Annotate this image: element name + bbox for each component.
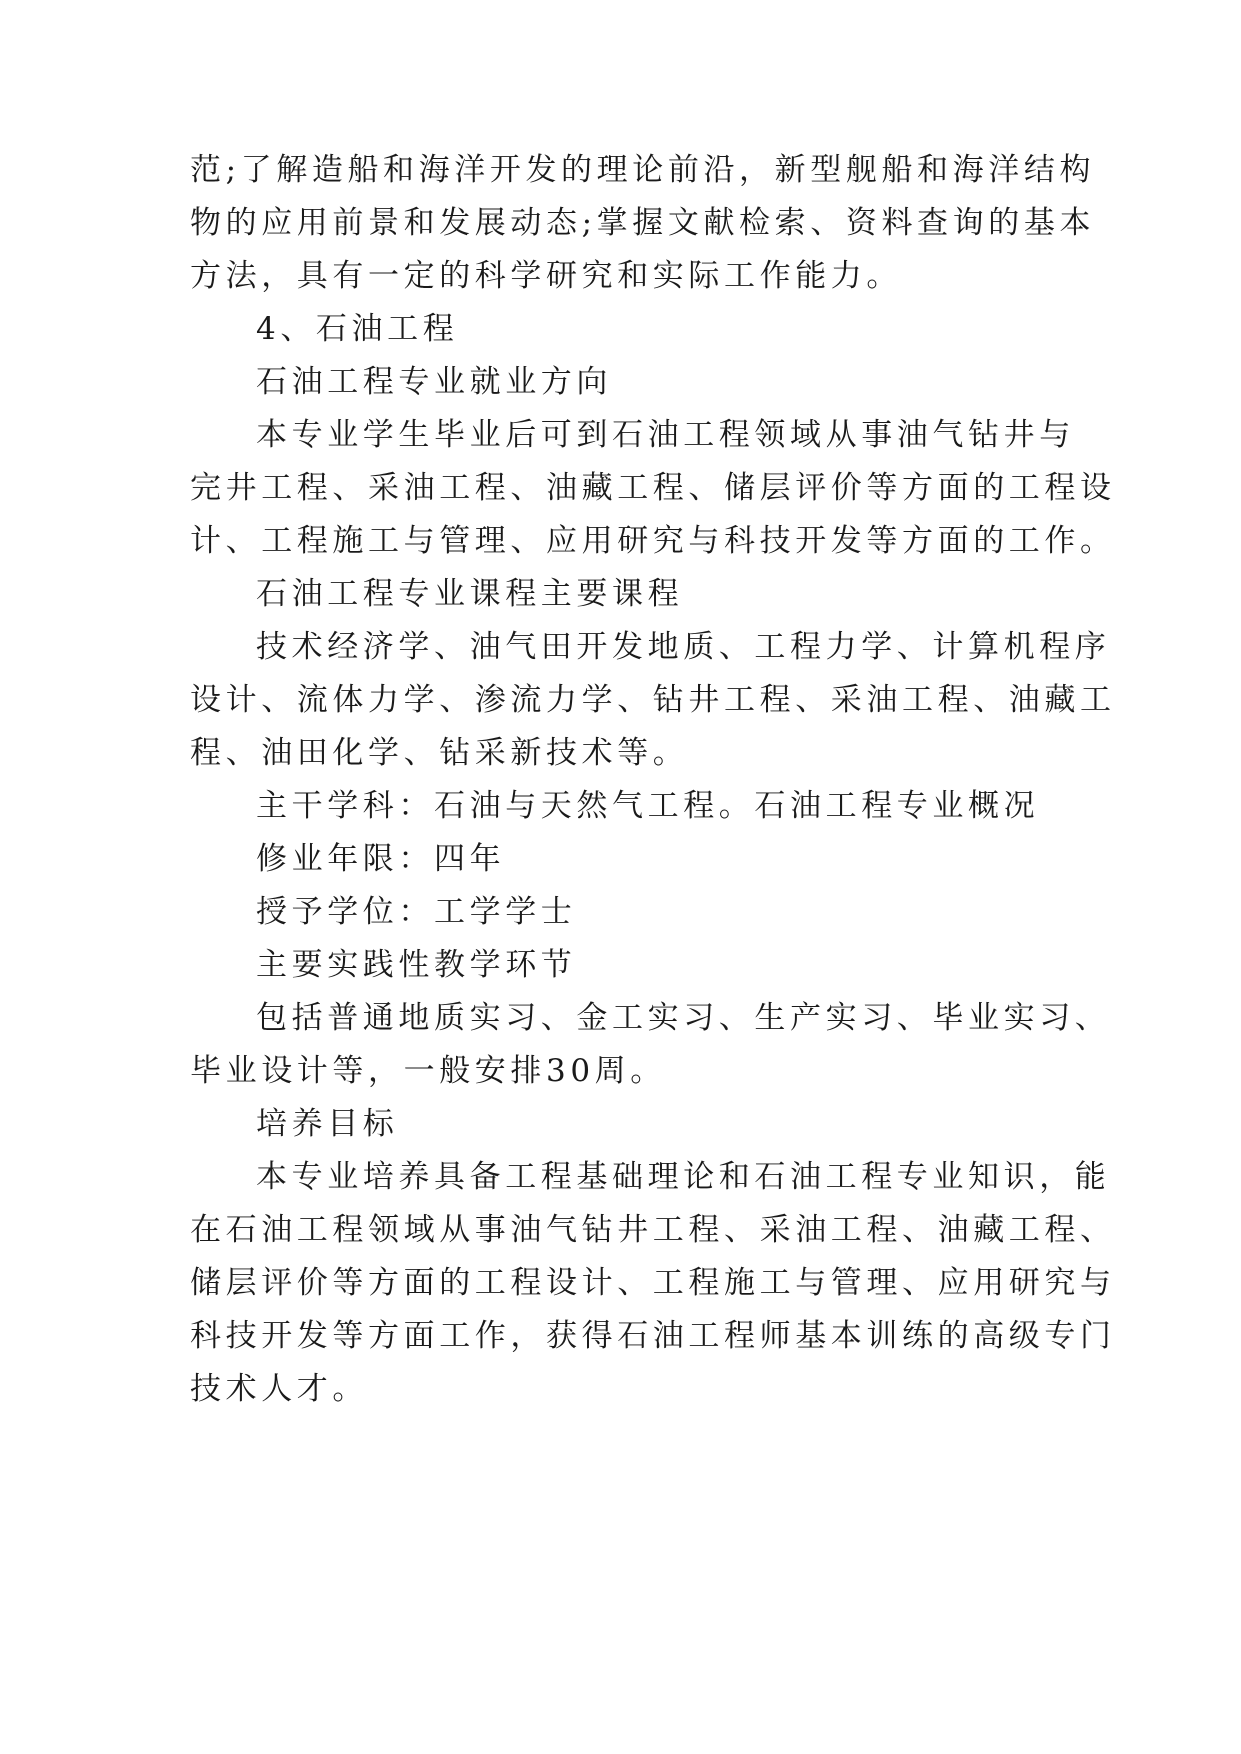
text-line: 科技开发等方面工作，获得石油工程师基本训练的高级专门 [190,1318,1116,1354]
text-line: 修业年限：四年 [256,841,506,877]
text-line: 毕业设计等，一般安排30周。 [190,1053,666,1089]
text-line: 授予学位：工学学士 [256,894,577,930]
text-line: 储层评价等方面的工程设计、工程施工与管理、应用研究与 [190,1265,1116,1301]
subheading: 主要实践性教学环节 [256,947,577,983]
text-line: 主干学科：石油与天然气工程。石油工程专业概况 [256,788,1040,824]
text-line: 技术人才。 [190,1371,368,1407]
subheading: 培养目标 [256,1106,399,1142]
text-line: 本专业学生毕业后可到石油工程领域从事油气钻井与 [256,417,1075,453]
text-line: 程、油田化学、钻采新技术等。 [190,735,689,771]
text-line: 方法，具有一定的科学研究和实际工作能力。 [190,258,902,294]
subheading: 石油工程专业就业方向 [256,364,612,400]
text-line: 在石油工程领域从事油气钻井工程、采油工程、油藏工程、 [190,1212,1116,1248]
text-line: 设计、流体力学、渗流力学、钻井工程、采油工程、油藏工 [190,682,1116,718]
text-line: 完井工程、采油工程、油藏工程、储层评价等方面的工程设 [190,470,1116,506]
text-line: 范;了解造船和海洋开发的理论前沿，新型舰船和海洋结构 [190,152,1096,188]
text-line: 物的应用前景和发展动态;掌握文献检索、资料查询的基本 [190,205,1096,241]
text-line: 计、工程施工与管理、应用研究与科技开发等方面的工作。 [190,523,1116,559]
text-line: 包括普通地质实习、金工实习、生产实习、毕业实习、 [256,1000,1111,1036]
text-line: 本专业培养具备工程基础理论和石油工程专业知识，能 [256,1159,1111,1195]
text-line: 技术经济学、油气田开发地质、工程力学、计算机程序 [256,629,1111,665]
subheading: 石油工程专业课程主要课程 [256,576,684,612]
section-heading: 4、石油工程 [256,311,459,347]
